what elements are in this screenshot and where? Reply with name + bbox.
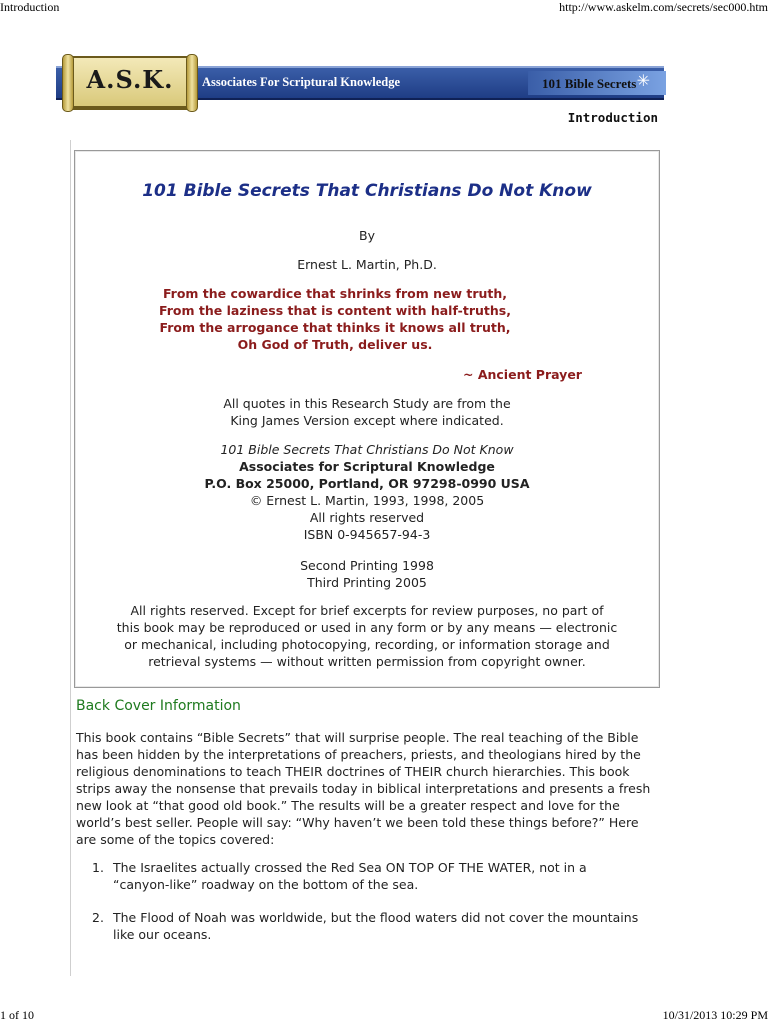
back-cover-line: religious denominations to teach THEIR doctrines of THEIR church hierarchies. This book bbox=[76, 764, 630, 779]
publication-info bbox=[75, 441, 659, 543]
prayer-source: ~ Ancient Prayer bbox=[463, 367, 582, 382]
banner-org-name: Associates For Scriptural Knowledge bbox=[202, 75, 401, 89]
quotes-line: King James Version except where indicated. bbox=[230, 413, 504, 428]
site-banner bbox=[56, 66, 664, 100]
quotes-line: All quotes in this Research Study are from the bbox=[223, 396, 511, 411]
list-item-line: like our oceans. bbox=[113, 927, 212, 942]
list-item-line: The Flood of Noah was worldwide, but the flood waters did not cover the mountains bbox=[113, 910, 639, 925]
prayer-line: From the arrogance that thinks it knows all truth, bbox=[159, 320, 511, 335]
by-label: By bbox=[359, 228, 375, 243]
star-icon: ✳ bbox=[636, 71, 650, 90]
pub-title: 101 Bible Secrets That Christians Do Not Know bbox=[220, 442, 514, 457]
print-datetime: 10/31/2013 10:29 PM bbox=[662, 1008, 768, 1022]
list-item-number: 2. bbox=[92, 910, 104, 925]
isbn: ISBN 0-945657-94-3 bbox=[303, 527, 431, 542]
list-item-number: 1. bbox=[92, 860, 104, 875]
print-footer bbox=[0, 1006, 768, 1024]
list-item-line: The Israelites actually crossed the Red Sea ON TOP OF THE WATER, not in a bbox=[113, 860, 587, 875]
printing-line: Third Printing 2005 bbox=[307, 575, 427, 590]
print-header-url[interactable]: http://www.askelm.com/secrets/sec000.htm bbox=[559, 0, 768, 14]
back-cover-line: are some of the topics covered: bbox=[76, 832, 275, 847]
list-item bbox=[76, 909, 660, 943]
publisher: Associates for Scriptural Knowledge bbox=[239, 459, 495, 474]
back-cover-text bbox=[76, 729, 660, 848]
content-divider bbox=[70, 140, 71, 976]
copyright: © Ernest L. Martin, 1993, 1998, 2005 bbox=[249, 493, 485, 508]
back-cover-heading: Back Cover Information bbox=[76, 698, 241, 714]
back-cover-line: strips away the nonsense that prevails today in biblical interpretations and presents a fresh bbox=[76, 781, 651, 796]
prayer-line: From the cowardice that shrinks from new truth, bbox=[162, 286, 508, 301]
rights-line: retrieval systems — without written permission from copyright owner. bbox=[148, 654, 586, 669]
rights-line: or mechanical, including photocopying, recording, or information storage and bbox=[124, 637, 610, 652]
page-counter: 1 of 10 bbox=[0, 1008, 34, 1022]
all-rights: All rights reserved bbox=[309, 510, 425, 525]
back-cover-line: new look at “that good old book.” The results will be a greater respect and love for the bbox=[76, 798, 620, 813]
rights-line: All rights reserved. Except for brief excerpts for review purposes, no part of bbox=[130, 603, 604, 618]
prayer-line: Oh God of Truth, deliver us. bbox=[237, 337, 433, 352]
rights-notice bbox=[75, 602, 659, 670]
back-cover-line: world’s best seller. People will say: “Why haven’t we been told these things before?” Here bbox=[76, 815, 639, 830]
banner-series-label: 101 Bible Secrets bbox=[542, 76, 637, 91]
print-header-title: Introduction bbox=[0, 0, 60, 14]
book-title: 101 Bible Secrets That Christians Do Not Know bbox=[142, 181, 592, 201]
ask-logo-text: A.S.K. bbox=[86, 65, 174, 94]
prayer-line: From the laziness that is content with half-truths, bbox=[159, 303, 511, 318]
printing-history bbox=[75, 557, 659, 591]
list-item bbox=[76, 859, 660, 893]
section-title: Introduction bbox=[567, 110, 658, 125]
front-matter-box bbox=[74, 150, 660, 688]
topics-list bbox=[76, 859, 660, 959]
ask-logo-scroll[interactable] bbox=[68, 56, 192, 108]
quotes-note bbox=[75, 395, 659, 429]
prayer bbox=[157, 285, 513, 353]
list-item-line: “canyon-like” roadway on the bottom of the sea. bbox=[113, 877, 419, 892]
print-header bbox=[0, 0, 768, 16]
rights-line: this book may be reproduced or used in any form or by any means — electronic bbox=[116, 620, 618, 635]
back-cover-line: This book contains “Bible Secrets” that will surprise people. The real teaching of the Bible bbox=[76, 730, 639, 745]
back-cover-line: has been hidden by the interpretations of preachers, priests, and theologians hired by the bbox=[76, 747, 641, 762]
publisher-address: P.O. Box 25000, Portland, OR 97298-0990 USA bbox=[204, 476, 530, 491]
printing-line: Second Printing 1998 bbox=[300, 558, 434, 573]
author-name: Ernest L. Martin, Ph.D. bbox=[297, 257, 437, 272]
